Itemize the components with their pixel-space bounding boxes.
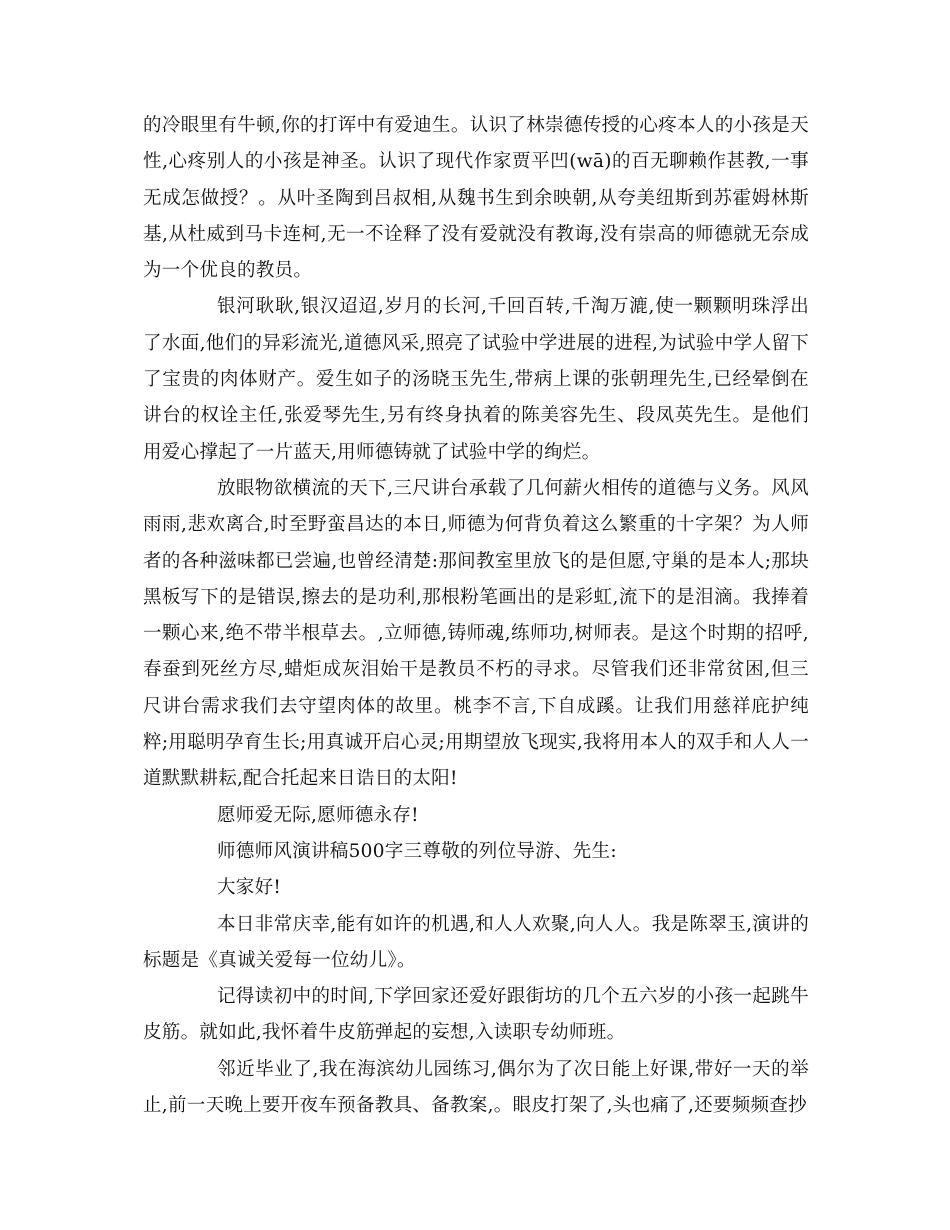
- paragraph-9: 邻近毕业了,我在海滨幼儿园练习,偶尔为了次日能上好课,带好一天的举止,前一天晚上要开夜车预备教具、备教案,。眼皮打架了,头也痛了,还要频频查抄: [143, 1058, 809, 1117]
- paragraph-4: 愿师爱无际,愿师德永存!: [217, 804, 419, 826]
- paragraph-7: 本日非常庆幸,能有如许的机遇,和人人欢聚,向人人。我是陈翠玉,演讲的标题是《真诚关爱每一位幼儿》。: [143, 913, 809, 971]
- document-body: [143, 108, 809, 1124]
- paragraph-5-speech-heading: 师德师风演讲稿500字三尊敬的列位导游、先生:: [217, 840, 617, 862]
- paragraph-1: 的冷眼里有牛顿,你的打诨中有爱迪生。认识了林崇德传授的心疼本人的小孩是天性,心疼别人的小孩是神圣。认识了现代作家贾平凹(wā)的百无聊赖作甚教,一事无成怎做授？。从叶圣陶到吕叔相,从魏书生到余映朝,从夸美纽斯到苏霍姆林斯基,从杜威到马卡连柯,无一不诠释了没有爱就没有教诲,没有崇高的师德就无奈成为一个优良的教员。: [143, 115, 809, 282]
- paragraph-2: 银河耿耿,银汉迢迢,岁月的长河,千回百转,千淘万漉,使一颗颗明珠浮出了水面,他们的异彩流光,道德风采,照亮了试验中学进展的进程,为试验中学人留下了宝贵的肉体财产。爱生如子的汤晓玉先生,带病上课的张朝理先生,已经晕倒在讲台的权诠主任,张爱琴先生,另有终身执着的陈美容先生、段凤英先生。是他们用爱心撑起了一片蓝天,用师德铸就了试验中学的绚烂。: [143, 296, 809, 463]
- paragraph-8: 记得读初中的时间,下学回家还爱好跟街坊的几个五六岁的小孩一起跳牛皮筋。就如此,我怀着牛皮筋弹起的妄想,入读职专幼师班。: [143, 986, 809, 1044]
- paragraph-3: 放眼物欲横流的天下,三尺讲台承载了几何薪火相传的道德与义务。风风雨雨,悲欢离合,时至野蛮昌达的本日,师德为何背负着这么繁重的十字架？为人师者的各种滋味都已尝遍,也曾经清楚:那间教室里放飞的是但愿,守巢的是本人;那块黑板写下的是错误,擦去的是功利,那根粉笔画出的是彩虹,流下的是泪滴。我捧着一颗心来,绝不带半根草去。,立师德,铸师魂,练师功,树师表。是这个时期的招呼,春蚕到死丝方尽,蜡炬成灰泪始干是教员不朽的寻求。尽管我们还非常贫困,但三尺讲台需求我们去守望肉体的故里。桃李不言,下自成蹊。让我们用慈祥庇护纯粹;用聪明孕育生长;用真诚开启心灵;用期望放飞现实,我将用本人的双手和人人一道默默耕耘,配合托起来日诰日的太阳!: [143, 477, 809, 790]
- paragraph-6-greeting: 大家好!: [217, 877, 282, 899]
